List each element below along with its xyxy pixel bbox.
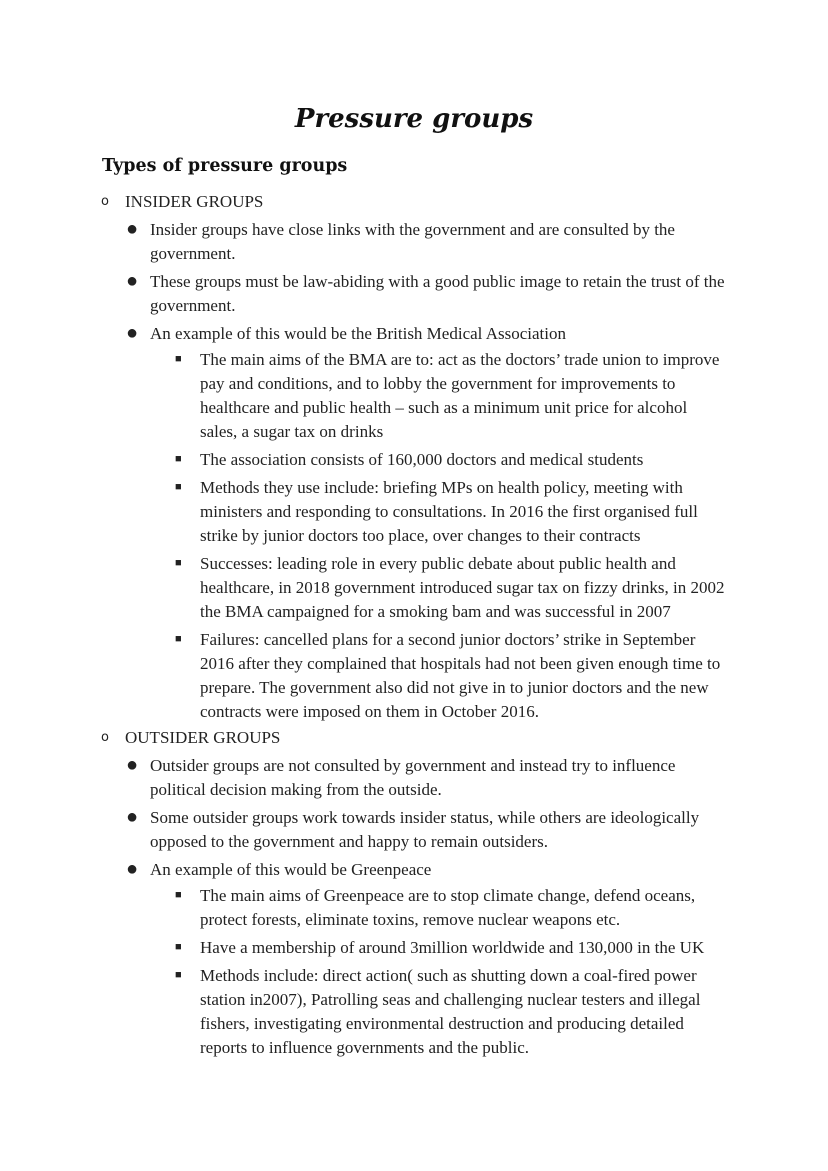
hollow-circle-bullet-icon: o (101, 730, 109, 745)
list-item (0, 806, 828, 854)
square-bullet-icon: ■ (175, 353, 182, 365)
section-label: INSIDER GROUPS (125, 192, 264, 211)
round-bullet-icon: ● (126, 754, 139, 776)
list-item (0, 754, 828, 802)
square-bullet-icon: ■ (175, 453, 182, 465)
page-title: Pressure groups (294, 104, 534, 134)
square-bullet-icon: ■ (175, 633, 182, 645)
section-heading: Types of pressure groups (102, 156, 348, 176)
sub-list-item (0, 936, 828, 960)
list-item (0, 858, 828, 882)
square-bullet-icon: ■ (175, 969, 182, 981)
square-bullet-icon: ■ (175, 481, 182, 493)
section-outsider-groups (0, 726, 828, 750)
sub-list-item-text: The association consists of 160,000 doctors and medical students (200, 450, 644, 469)
round-bullet-icon: ● (126, 322, 139, 344)
list-item (0, 322, 828, 346)
square-bullet-icon: ■ (175, 941, 182, 953)
sub-list-item (0, 628, 828, 724)
square-bullet-icon: ■ (175, 557, 182, 569)
sub-list-item (0, 552, 828, 624)
list-item (0, 270, 828, 318)
list-item-text: These groups must be law-abiding with a good public image to retain the trust of the government. (150, 272, 725, 315)
sub-list-item-text: The main aims of Greenpeace are to stop climate change, defend oceans, protect forests, eliminate toxins, remove nuclear weapons etc. (200, 886, 696, 929)
sub-list-item-text: Successes: leading role in every public debate about public health and healthcare, in 2018 government introduced sugar tax on fizzy drinks, in 2002 the BMA campaigned for a smoking bam and was successful in 2007 (200, 554, 725, 621)
sub-list-item (0, 964, 828, 1060)
list-item-text: Some outsider groups work towards insider status, while others are ideologically opposed to the government and happy to remain outsiders. (150, 808, 700, 851)
square-bullet-icon: ■ (175, 889, 182, 901)
round-bullet-icon: ● (126, 806, 139, 828)
round-bullet-icon: ● (126, 218, 139, 240)
sub-list-item-text: Methods include: direct action( such as shutting down a coal-fired power station in2007), Patrolling seas and challenging nuclear testers and illegal fishers, investigating environmental destruction and producing detailed reports to influence governments and the public. (200, 966, 701, 1057)
sub-list-item-text: Failures: cancelled plans for a second junior doctors’ strike in September 2016 after they complained that hospitals had not been given enough time to prepare. The government also did not give in to junior doctors and the new contracts were imposed on them in October 2016. (200, 630, 721, 721)
list-item (0, 218, 828, 266)
round-bullet-icon: ● (126, 270, 139, 292)
sub-list-item (0, 884, 828, 932)
list-item-text: Insider groups have close links with the government and are consulted by the government. (150, 220, 675, 263)
sub-list-item-text: Have a membership of around 3million worldwide and 130,000 in the UK (200, 938, 705, 957)
round-bullet-icon: ● (126, 858, 139, 880)
section-label: OUTSIDER GROUPS (125, 728, 281, 747)
list-item-text: An example of this would be Greenpeace (150, 860, 432, 879)
sub-list-item-text: The main aims of the BMA are to: act as the doctors’ trade union to improve pay and conditions, and to lobby the government for improvements to healthcare and public health – such as a minimum unit price for alcohol sales, a sugar tax on drinks (200, 350, 720, 441)
sub-list-item-text: Methods they use include: briefing MPs on health policy, meeting with ministers and responding to consultations. In 2016 the first organised full strike by junior doctors too place, over changes to their contracts (200, 478, 698, 545)
list-item-text: An example of this would be the British Medical Association (150, 324, 566, 343)
sub-list-item (0, 448, 828, 472)
sub-list-item (0, 348, 828, 444)
document-body (0, 190, 828, 1064)
list-item-text: Outsider groups are not consulted by government and instead try to influence political decision making from the outside. (150, 756, 676, 799)
sub-list-item (0, 476, 828, 548)
hollow-circle-bullet-icon: o (101, 194, 109, 209)
section-insider-groups (0, 190, 828, 214)
